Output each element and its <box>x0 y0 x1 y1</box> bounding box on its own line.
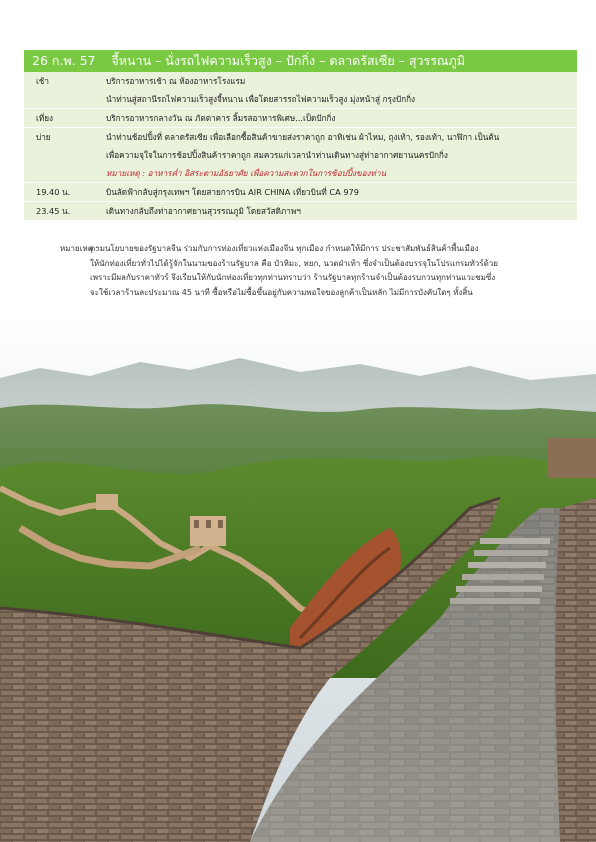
day-date: 26 ก.พ. 57 <box>32 53 96 68</box>
day-header <box>24 50 577 72</box>
remark-line: เพราะมีผลกับราคาทัวร์ จึงเรียนให้กับนักท่องเที่ยวทุกท่านทราบว่า ร้านรัฐบาลทุกร้านจำเป็นต้องรบกวนทุกท่านแวะชมซึ่ง <box>90 273 496 282</box>
itinerary-text: บินลัดฟ้ากลับสู่กรุงเทพฯ โดยสายการบิน AIR CHINA เที่ยวบินที่ CA 979 <box>106 187 359 197</box>
great-wall-photo <box>0 318 596 842</box>
itinerary-text: นำท่านสู่สถานีรถไฟความเร็วสูงจี้หนาน เพื่อโดยสารรถไฟความเร็วสูง มุ่งหน้าสู่ กรุงปักกิ่ง <box>106 94 416 104</box>
itinerary-row <box>24 128 577 183</box>
right-parapet <box>555 498 596 842</box>
itinerary-time: 19.40 น. <box>36 187 71 197</box>
itinerary-row <box>24 183 577 202</box>
itinerary-time: บ่าย <box>36 132 51 142</box>
itinerary-text: เดินทางกลับถึงท่าอากาศยานสุวรรณภูมิ โดยสวัสดิภาพฯ <box>106 206 301 216</box>
day-title: จี้หนาน – นั่งรถไฟความเร็วสูง – ปักกิ่ง – ตลาดรัสเซีย – สุวรรณภูมิ <box>111 53 466 68</box>
remark-note <box>60 242 560 300</box>
itinerary-table <box>24 72 577 221</box>
itinerary-row <box>24 202 577 221</box>
itinerary-text: เพื่อความจุใจในการช้อปปิ้งสินค้าราคาถูก สมควรแก่เวลานำท่านเดินทางสู่ท่าอากาศยานนครปักกิ่ง <box>106 150 448 160</box>
itinerary-row <box>24 72 577 109</box>
watchtower <box>96 494 118 510</box>
remark-line: จะใช้เวลาร้านละประมาณ 45 นาที ซื้อหรือไม่ซื้อขึ้นอยู่กับความพอใจของลูกค้าเป็นหลัก ไม่มีการบังคับใดๆ ทั้งสิ้น <box>90 287 473 297</box>
remark-label: หมายเหตุ : <box>60 244 99 253</box>
itinerary-remark: หมายเหตุ : อาหารค่ำ อิสระตามอัธยาศัย เพื่อความสะดวกในการช้อปปิ้งของท่าน <box>106 168 387 178</box>
itinerary-time: 23.45 น. <box>36 206 71 216</box>
itinerary-text: บริการอาหารกลางวัน ณ ภัตตาคาร ลิ้มรสอาหารพิเศษ...เป็ดปักกิ่ง <box>106 113 336 123</box>
itinerary-row <box>24 109 577 128</box>
itinerary-text: นำท่านช้อปปิ้งที่ ตลาดรัสเซีย เพื่อเลือกซื้อสินค้าขายส่งราคาถูก อาทิเช่น ผ้าไหม, ถุงเท้า, รองเท้า, นาฬิกา เป็นต้น <box>106 132 500 142</box>
itinerary-text: บริการอาหารเช้า ณ ห้องอาหารโรงแรม <box>106 76 246 86</box>
itinerary-time: เที่ยง <box>36 113 53 123</box>
itinerary-time: เช้า <box>36 76 49 86</box>
remark-line: ให้นักท่องเที่ยวทั่วไปได้รู้จักในนามของร้านรัฐบาล คือ บัวหิมะ, หยก, นวดฝ่าเท้า ซึ่งจำเป็นต้องบรรจุในโปรแกรมทัวร์ด้วย <box>90 258 498 268</box>
remark-line: ตามนโยบายของรัฐบาลจีน ร่วมกับการท่องเที่ยวแห่งเมืองจีน ทุกเมือง กำหนดให้มีการ ประชาสัมพันธ์สินค้าพื้นเมือง <box>90 244 479 253</box>
right-watchtower <box>548 438 596 478</box>
